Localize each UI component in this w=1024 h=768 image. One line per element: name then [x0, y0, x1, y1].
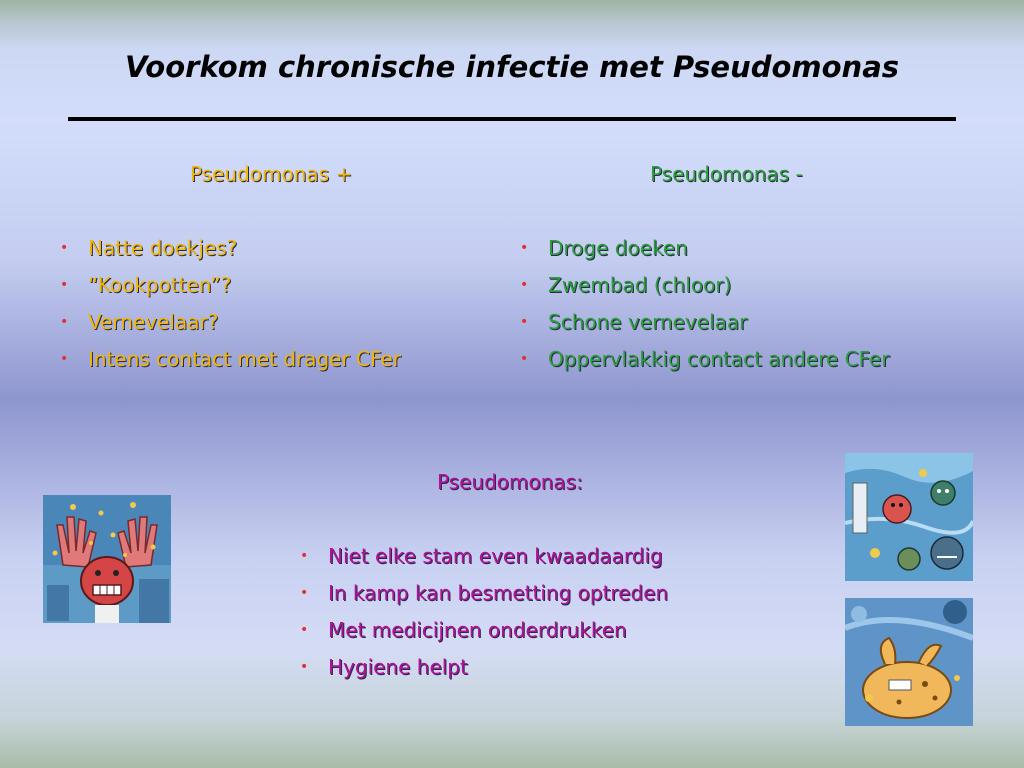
list-pseudomonas-summary	[298, 543, 668, 691]
list-item: • Droge doeken	[520, 236, 688, 260]
bullet-icon: •	[60, 351, 69, 367]
bullet-icon: •	[60, 240, 69, 256]
list-item: • Vernevelaar?	[60, 310, 219, 334]
list-item: • Hygiene helpt	[300, 655, 468, 679]
bullet-icon: •	[60, 314, 69, 330]
bullet-icon: •	[520, 351, 529, 367]
list-item: • Niet elke stam even kwaadaardig	[300, 544, 663, 568]
cartoon-bacteria-swimming-image	[845, 453, 973, 581]
title-underline	[68, 117, 956, 121]
list-item: • Zwembad (chloor)	[520, 273, 732, 297]
list-item: • “Kookpotten”?	[60, 273, 232, 297]
list-pseudomonas-plus	[58, 235, 401, 383]
cartoon-bacterium-blob-image	[845, 598, 973, 726]
bullet-icon: •	[300, 659, 309, 675]
bullet-icon: •	[520, 314, 529, 330]
bullet-icon: •	[520, 277, 529, 293]
bullet-icon: •	[520, 240, 529, 256]
list-item: • Oppervlakkig contact andere CFer	[520, 347, 890, 371]
cartoon-hands-bacteria-image	[43, 495, 171, 623]
bullet-icon: •	[300, 585, 309, 601]
list-item: • In kamp kan besmetting optreden	[300, 581, 669, 605]
list-item: • Natte doekjes?	[60, 236, 238, 260]
bullet-icon: •	[60, 277, 69, 293]
heading-pseudomonas-minus: Pseudomonas -	[650, 162, 803, 186]
list-item: • Schone vernevelaar	[520, 310, 748, 334]
heading-pseudomonas-plus: Pseudomonas +	[190, 162, 353, 186]
slide-title: Voorkom chronische infectie met Pseudomonas	[124, 50, 900, 84]
heading-pseudomonas-summary: Pseudomonas:	[437, 470, 583, 494]
bullet-icon: •	[300, 622, 309, 638]
bullet-icon: •	[300, 548, 309, 564]
list-pseudomonas-minus	[518, 235, 890, 383]
list-item: • Met medicijnen onderdrukken	[300, 618, 627, 642]
list-item: • Intens contact met drager CFer	[60, 347, 402, 371]
